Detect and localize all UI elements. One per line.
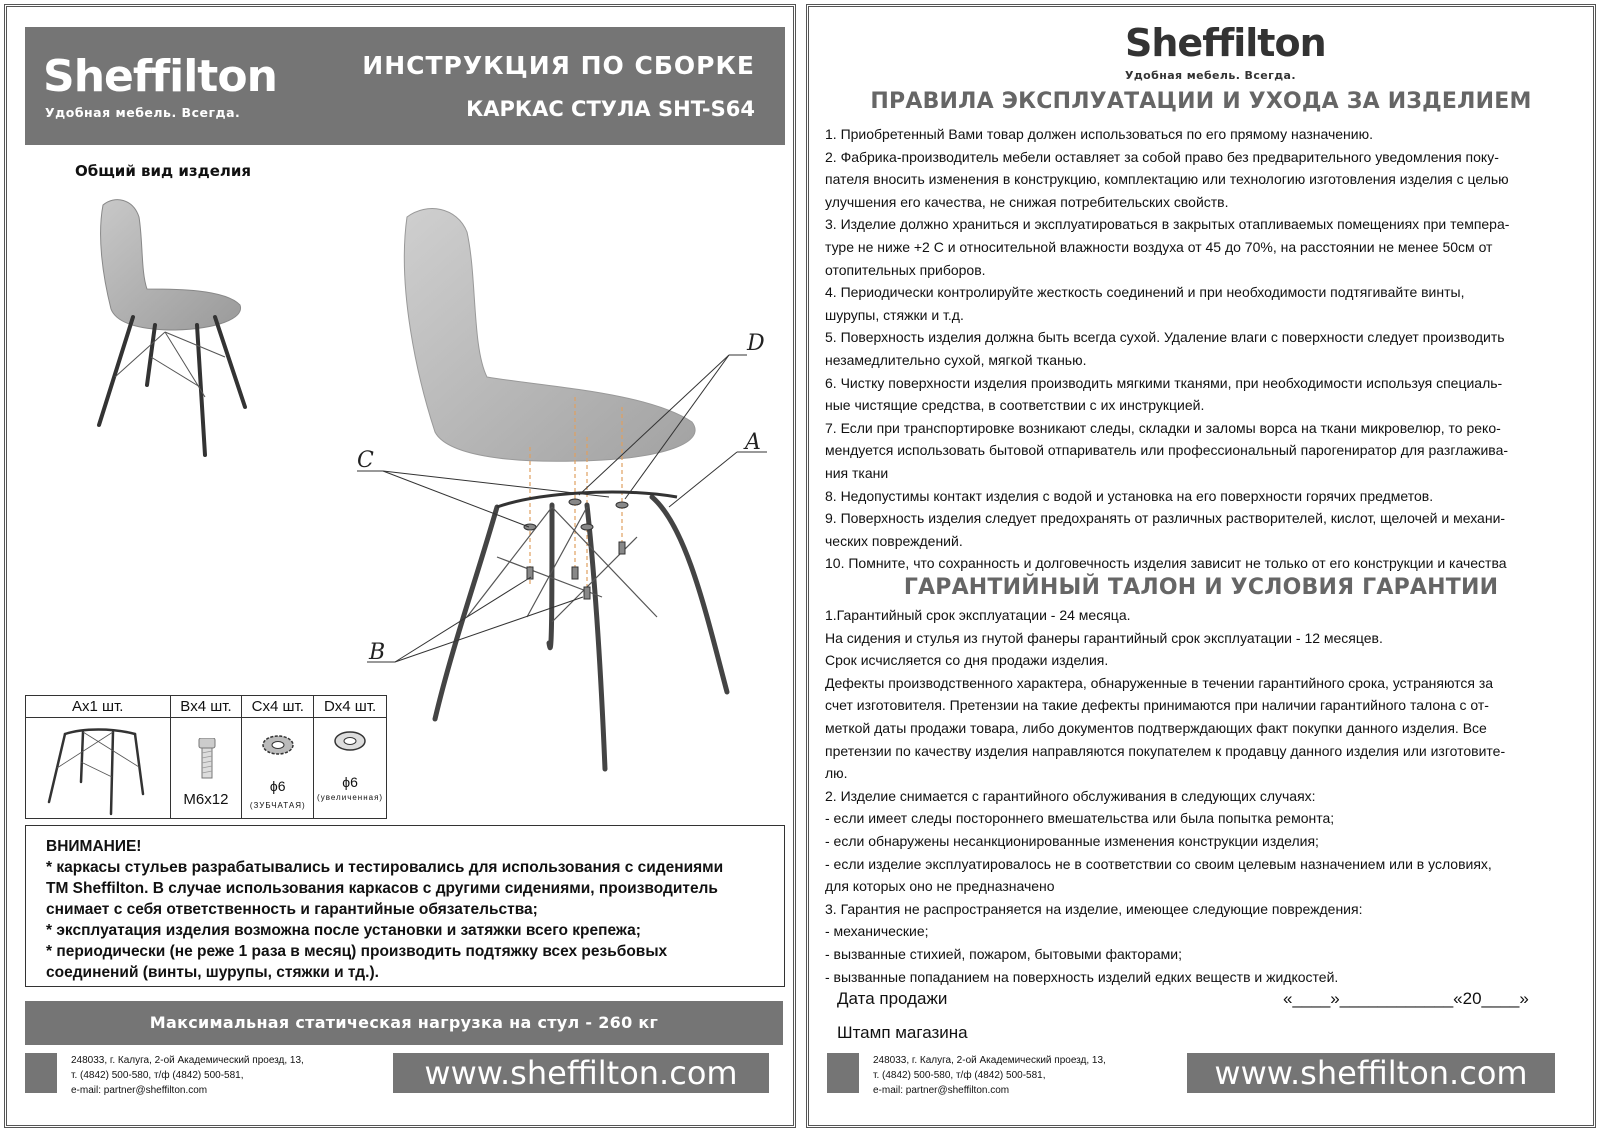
rules-line: 10. Помните, что сохранность и долговечность изделия зависит не только от его конструкции и качества <box>825 555 1507 572</box>
wide-washer-icon <box>333 730 367 752</box>
rules-title: ПРАВИЛА ЭКСПЛУАТАЦИИ И УХОДА ЗА ИЗДЕЛИЕМ <box>870 89 1532 114</box>
warranty-line: для которых оно не предназначено <box>825 878 1055 895</box>
footer-address: 248033, г. Калуга, 2-ой Академический проезд, 13, т. (4842) 500-580, т/ф (4842) 500-581, e-mail: partner@sheffilton.com <box>71 1055 304 1096</box>
callout-c: C <box>357 448 374 473</box>
max-load-banner: Максимальная статическая нагрузка на стул - 260 кг <box>25 1001 783 1045</box>
warning-title: ВНИМАНИЕ! <box>46 838 142 855</box>
page-title: ИНСТРУКЦИЯ ПО СБОРКЕ <box>362 51 755 80</box>
warranty-line: лю. <box>825 765 848 782</box>
callout-b: B <box>369 640 386 665</box>
warranty-line: 3. Гарантия не распространяется на изделие, имеющее следующие повреждения: <box>825 900 1363 917</box>
part-c-diameter: ϕ6 <box>269 778 286 794</box>
rules-text <box>825 123 1555 575</box>
warranty-text <box>825 604 1555 988</box>
part-c-header: Cx4 шт. <box>242 696 314 718</box>
bolt-icon <box>196 738 218 780</box>
parts-list-table <box>25 695 387 819</box>
warning-box <box>25 825 785 987</box>
rules-line: 9. Поверхность изделия следует предохранять от различных растворителей, кислот, щелочей и механи- <box>825 510 1506 527</box>
warranty-line: 1.Гарантийный срок эксплуатации - 24 месяца. <box>825 607 1131 623</box>
callout-d: D <box>747 331 765 356</box>
rules-line: шурупы, стяжки и т.д. <box>825 306 964 323</box>
rules-line: туре не ниже +2 С и относительной влажности воздуха от 45 до 70%, на расстоянии не менее 50см от <box>825 238 1493 255</box>
warranty-line: Дефекты производственного характера, обнаруженные в течении гарантийного срока, устраняются за <box>825 674 1494 691</box>
warranty-title: ГАРАНТИЙНЫЙ ТАЛОН И УСЛОВИЯ ГАРАНТИИ <box>903 575 1499 600</box>
warranty-line: 2. Изделие снимается с гарантийного обслуживания в следующих случаях: <box>825 787 1316 804</box>
chair-overview-illustration <box>85 197 265 472</box>
rules-line: пателя вносить изменения в конструкцию, комплектацию или технологию изготовления изделия с целью <box>825 171 1509 188</box>
warranty-line: - если обнаружены несанкционированные изменения конструкции изделия; <box>825 832 1319 849</box>
warranty-line: - если имеет следы постороннего вмешательства или была попытка ремонта; <box>825 810 1335 827</box>
part-d-type: (увеличенная) <box>317 793 384 802</box>
part-d-cell <box>314 718 387 819</box>
brand-slogan: Удобная мебель. Всегда. <box>45 105 241 120</box>
part-a-header: Ax1 шт. <box>26 696 171 718</box>
part-a-cell <box>26 718 171 819</box>
rules-line: 7. Если при транспортировке возникают следы, складки и заломы ворса на ткани микровелюр, то реко- <box>825 419 1501 436</box>
callout-a: A <box>745 430 761 455</box>
rules-line: мендуется использовать бытовой отпариватель или профессиональный парогениратор для разглажива- <box>825 442 1509 459</box>
warning-line: соединений (винты, шурупы, стяжки и тд.). <box>46 964 379 981</box>
footer-website: www.sheffilton.com <box>1187 1053 1555 1093</box>
chair-exploded-diagram <box>347 197 787 797</box>
warranty-line: Срок исчисляется со дня продажи изделия. <box>825 652 1109 669</box>
rules-line: 8. Недопустимы контакт изделия с водой и установка на его поверхности горячих предметов. <box>825 487 1434 504</box>
header-banner <box>25 27 785 145</box>
footer-website: www.sheffilton.com <box>393 1053 769 1093</box>
warranty-line: меткой даты продажи товара, либо документов подтверждающих факт покупки данного изделия. Все <box>825 719 1487 736</box>
part-d-header: Dx4 шт. <box>314 696 387 718</box>
warranty-line: - вызванные стихией, пожаром, бытовыми факторами; <box>825 945 1183 962</box>
part-b-cell <box>170 718 242 819</box>
warning-line: снимает с себя ответственность и гарантийные обязательства; <box>46 901 538 918</box>
rules-line: ния ткани <box>825 464 889 481</box>
warranty-page <box>806 4 1596 1128</box>
part-c-type: (ЗУБЧАТАЯ) <box>249 801 306 810</box>
warning-line: * периодически (не реже 1 раза в месяц) производить подтяжку всех резьбовых <box>46 943 668 960</box>
assembly-instruction-page <box>4 4 796 1128</box>
brand-slogan: Удобная мебель. Всегда. <box>1125 69 1296 82</box>
rules-line: 5. Поверхность изделия должна быть всегда сухой. Удаление влаги с поверхности следует производить <box>825 329 1505 346</box>
part-d-diameter: ϕ6 <box>342 774 358 790</box>
warranty-line: - если изделие эксплуатировалось не в соответствии со своим целевым назначением или в условиях, <box>825 855 1492 872</box>
footer-square <box>827 1053 859 1093</box>
warning-line: ТМ Sheffilton. В случае использования каркасов с другими сидениями, производитель <box>46 880 718 897</box>
rules-line: 3. Изделие должно храниться и эксплуатироваться в закрытых отапливаемых помещениях при темпера- <box>825 216 1510 233</box>
warranty-line: На сидения и стулья из гнутой фанеры гарантийный срок эксплуатации - 12 месяцев. <box>825 629 1383 646</box>
rules-line: отопительных приборов. <box>825 261 986 278</box>
warning-line: * эксплуатация изделия возможна после установки и затяжки всего крепежа; <box>46 922 641 939</box>
warranty-line: - вызванные попаданием на поверхность изделий едких веществ и жидкостей. <box>825 968 1339 985</box>
part-c-cell <box>242 718 314 819</box>
rules-line: улучшения его качества, не снижая потребительских свойств. <box>825 193 1229 210</box>
shop-stamp-label: Штамп магазина <box>837 1023 968 1042</box>
warranty-line: претензии по качеству изделия направляются покупателем к продавцу данного изделия или изготовите- <box>825 742 1506 759</box>
warranty-line: - механические; <box>825 923 929 940</box>
frame-a-icon <box>43 722 153 817</box>
rules-line: ческих повреждений. <box>825 532 963 549</box>
part-b-size: M6x12 <box>183 791 229 808</box>
brand-logo: Sheffilton <box>1125 21 1326 65</box>
sale-date-field[interactable]: «____»____________«20____» <box>1283 989 1529 1008</box>
warning-line: * каркасы стульев разрабатывались и тестировались для использования с сидениями <box>46 859 724 876</box>
rules-line: 2. Фабрика-производитель мебели оставляет за собой право без предварительного уведомления поку- <box>825 148 1499 165</box>
rules-line: 4. Периодически контролируйте жесткость соединений и при необходимости подтягивайте винты, <box>825 284 1465 301</box>
toothed-washer-icon <box>261 734 295 756</box>
product-model: КАРКАС СТУЛА SHT-S64 <box>466 97 755 121</box>
sale-date-label: Дата продажи <box>837 989 948 1008</box>
rules-line: 6. Чистку поверхности изделия производить мягкими тканями, при необходимости используя специаль- <box>825 374 1503 391</box>
warranty-line: счет изготовителя. Претензии на такие дефекты принимаются при наличии гарантийного талона с от- <box>825 697 1489 714</box>
footer-address: 248033, г. Калуга, 2-ой Академический проезд, 13, т. (4842) 500-580, т/ф (4842) 500-581, e-mail: partner@sheffilton.com <box>873 1055 1106 1096</box>
part-b-header: Bx4 шт. <box>170 696 242 718</box>
footer-square <box>25 1053 57 1093</box>
rules-line: 1. Приобретенный Вами товар должен использоваться по его прямому назначению. <box>825 126 1373 142</box>
brand-logo: Sheffilton <box>43 51 277 102</box>
rules-line: ные чистящие средства, в соответствии с их инструкцией. <box>825 397 1205 414</box>
rules-line: незамедлительно сухой, мягкой тканью. <box>825 351 1087 368</box>
general-view-heading: Общий вид изделия <box>75 162 252 180</box>
